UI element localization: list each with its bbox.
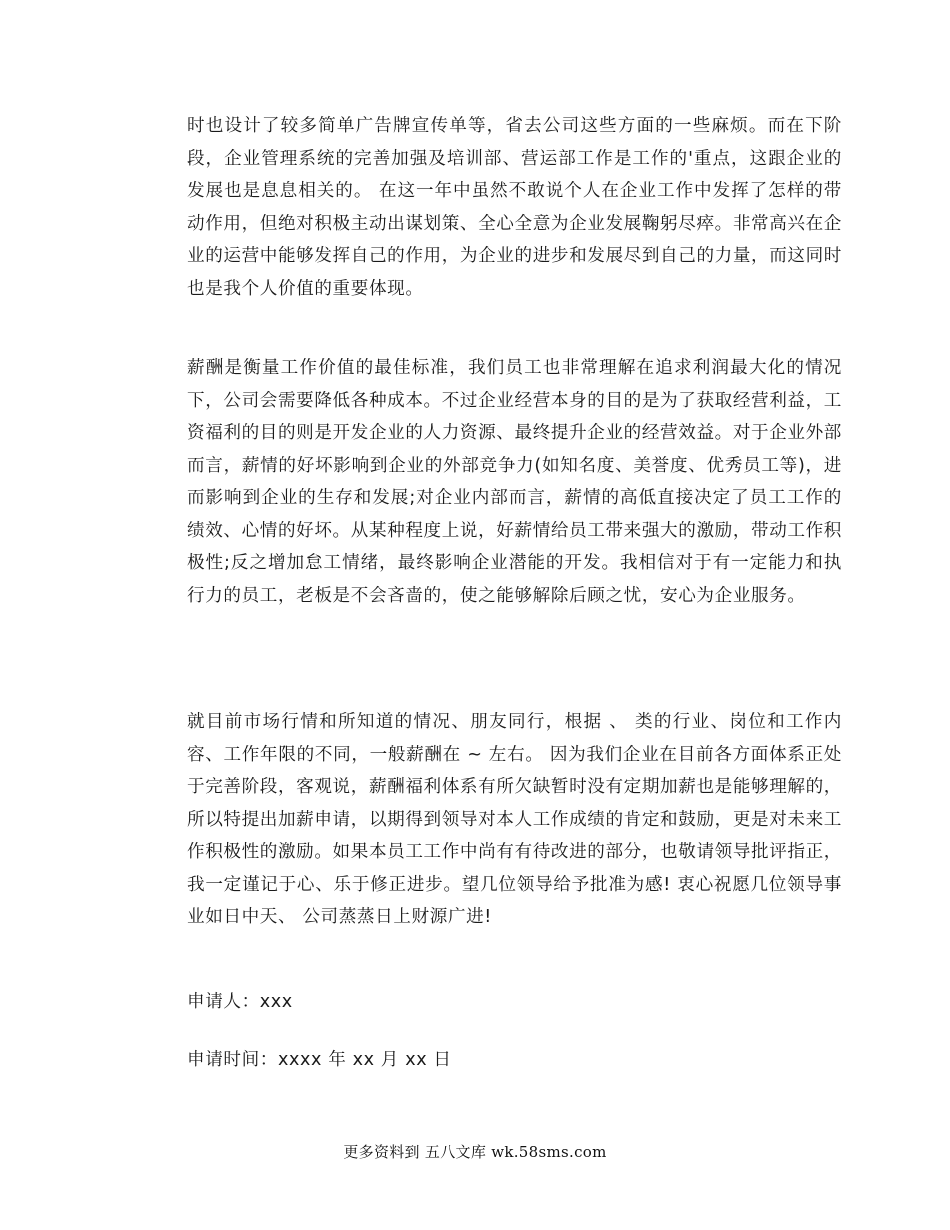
footer-source-text: 更多资料到 五八文库 wk.58sms.com xyxy=(343,1143,607,1161)
paragraph-2: 薪酬是衡量工作价值的最佳标准，我们员工也非常理解在追求利润最大化的情况下，公司会需要降低各种成本。不过企业经营本身的目的是为了获取经营利益，工资福利的目的则是开发企业的人力资源、最终提升企业的经营效益。对于企业外部而言，薪情的好坏影响到企业的外部竞争力(如知名度、美誉度、优秀员工等)，进而影响到企业的生存和发展;对企业内部而言，薪情的高低直接决定了员工工作的绩效、心情的好坏。从某种程度上说，好薪情给员工带来强大的激励，带动工作积极性;反之增加怠工情绪，最终影响企业潜能的开发。我相信对于有一定能力和执行力的员工，老板是不会吝啬的，使之能够解除后顾之忧，安心为企业服务。 xyxy=(187,358,842,606)
apply-date-line: 申请时间：xxxx 年 xx 月 xx 日 xyxy=(187,1050,452,1070)
paragraph-1: 时也设计了较多简单广告牌宣传单等，省去公司这些方面的一些麻烦。而在下阶段，企业管理系统的完善加强及培训部、营运部工作是工作的'重点，这跟企业的发展也是息息相关的。 在这一年中虽然不敢说个人在企业工作中发挥了怎样的带动作用，但绝对积极主动出谋划策、全心全意为企业发展鞠躬尽瘁。非常高兴在企业的运营中能够发挥自己的作用，为企业的进步和发展尽到自己的力量，而这同时也是我个人价值的重要体现。 xyxy=(187,116,842,299)
paragraph-3: 就目前市场行情和所知道的情况、朋友同行，根据 、 类的行业、岗位和工作内容、工作年限的不同，一般薪酬在 ~ 左右。 因为我们企业在目前各方面体系正处于完善阶段，客观说，薪酬福利体系有所欠缺暂时没有定期加薪也是能够理解的，所以特提出加薪申请，以期得到领导对本人工作成绩的肯定和鼓励，更是对未来工作积极性的激励。如果本员工工作中尚有有待改进的部分，也敬请领导批评指正，我一定谨记于心、乐于修正进步。望几位领导给予批准为感! 衷心祝愿几位领导事业如日中天、 公司蒸蒸日上财源广进! xyxy=(187,712,842,927)
applicant-line: 申请人：xxx xyxy=(187,992,293,1012)
